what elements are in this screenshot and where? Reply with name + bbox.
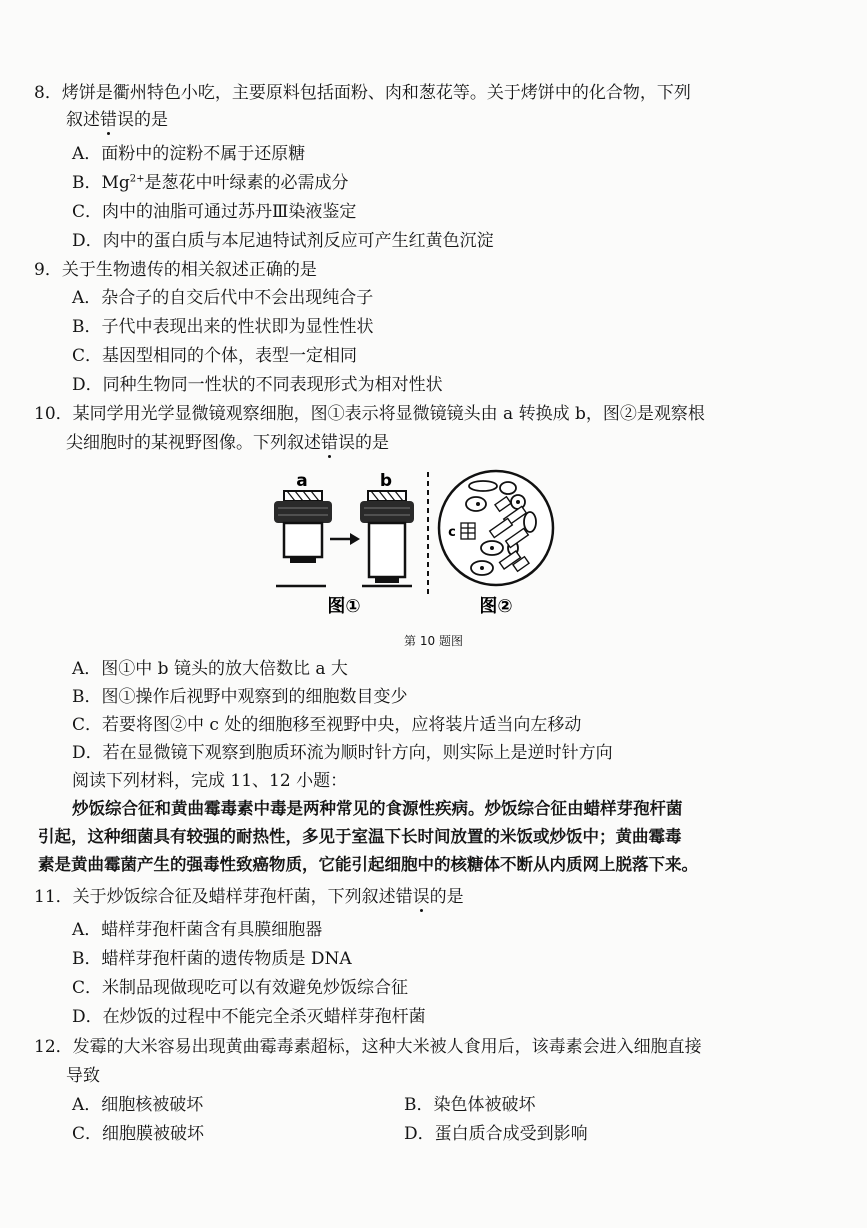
q12-option-a: A．细胞核被破坏: [72, 1095, 204, 1115]
material-paragraph-line1: 炒饭综合征和黄曲霉毒素中毒是两种常见的食源性疾病。炒饭综合征由蜡样芽孢杆菌: [72, 799, 683, 818]
q11-stem-text: 11．关于炒饭综合征及蜡样芽孢杆菌，下列叙述: [34, 887, 396, 907]
q8-option-b-text: 是葱花中叶绿素的必需成分: [144, 173, 349, 193]
q9-option-d: D．同种生物同一性状的不同表现形式为相对性状: [72, 375, 443, 395]
q8-option-a: A．面粉中的淀粉不属于还原糖: [72, 144, 306, 164]
q10-stem-line1: 10．某同学用光学显微镜观察细胞，图①表示将显微镜镜头由 a 转换成 b，图②是观察根: [34, 404, 705, 424]
q11-option-a: A．蜡样芽孢杆菌含有具膜细胞器: [72, 920, 323, 940]
material-paragraph-line3: 素是黄曲霉菌产生的强毒性致癌物质，它能引起细胞中的核糖体不断从内质网上脱落下来。: [38, 855, 698, 874]
q11-option-b: B．蜡样芽孢杆菌的遗传物质是 DNA: [72, 949, 352, 969]
q8-stem-text: 的是: [134, 110, 168, 130]
q8-option-d: D．肉中的蛋白质与本尼迪特试剂反应可产生红黄色沉淀: [72, 231, 494, 251]
objective-lens-a: [274, 491, 332, 563]
arrow-head-icon: [350, 533, 360, 545]
q12-stem-line1: 12．发霉的大米容易出现黄曲霉毒素超标，这种大米被人食用后，该毒素会进入细胞直接: [34, 1037, 702, 1057]
q10-figure: [268, 464, 568, 624]
q11-stem-text: 的是: [429, 887, 464, 907]
q9-option-b: B．子代中表现出来的性状即为显性性状: [72, 317, 374, 337]
material-intro: 阅读下列材料，完成 11、12 小题：: [72, 771, 348, 791]
figure-caption: 第 10 题图: [404, 634, 463, 648]
objective-lens-b: [360, 491, 414, 583]
q9-option-c: C．基因型相同的个体，表型一定相同: [72, 346, 358, 366]
emphasis-text: 错: [395, 887, 413, 907]
emphasis-text: 误: [117, 110, 134, 130]
q10-option-b: B．图①操作后视野中观察到的细胞数目变少: [72, 687, 408, 707]
q10-stem-line2: [66, 430, 389, 456]
q10-option-a: A．图①中 b 镜头的放大倍数比 a 大: [72, 659, 348, 679]
q10-stem-text: 尖细胞时的某视野图像。下列叙述: [66, 433, 321, 453]
q8-option-c: C．肉中的油脂可通过苏丹Ⅲ染液鉴定: [72, 202, 357, 222]
q8-stem-line1: 8．烤饼是衢州特色小吃，主要原料包括面粉、肉和葱花等。关于烤饼中的化合物，下列: [34, 83, 691, 103]
label-a: a: [296, 471, 308, 491]
emphasis-char: 误: [412, 887, 430, 907]
q12-option-c: C．细胞膜被破坏: [72, 1124, 205, 1144]
q9-option-a: A．杂合子的自交后代中不会出现纯合子: [72, 288, 374, 308]
q8-stem-text: 叙述: [66, 110, 100, 130]
emphasis-char: 错: [321, 433, 338, 453]
q10-stem-text: 的是: [355, 433, 389, 453]
label-c: c: [448, 525, 456, 540]
q12-stem-line2: 导致: [66, 1066, 100, 1086]
label-b: b: [379, 471, 393, 491]
q8-stem-line2: [66, 107, 168, 133]
q9-stem: 9．关于生物遗传的相关叙述正确的是: [34, 260, 317, 280]
q8-option-b: [72, 170, 349, 196]
fig1-caption: 图①: [327, 596, 361, 617]
fig2-caption: 图②: [479, 596, 513, 617]
emphasis-char: 错: [100, 110, 117, 130]
superscript: 2+: [129, 173, 145, 185]
field-of-view: [439, 471, 553, 585]
q11-option-d: D．在炒饭的过程中不能完全杀灭蜡样芽孢杆菌: [72, 1007, 426, 1027]
q12-option-d: D．蛋白质合成受到影响: [404, 1124, 588, 1144]
q12-option-b: B．染色体被破坏: [404, 1095, 536, 1115]
q8-option-b-text: B．Mg: [72, 173, 130, 193]
q11-stem: [34, 884, 464, 910]
q10-option-d: D．若在显微镜下观察到胞质环流为顺时针方向，则实际上是逆时针方向: [72, 743, 613, 763]
q10-option-c: C．若要将图②中 c 处的细胞移至视野中央，应将装片适当向左移动: [72, 715, 582, 735]
q11-option-c: C．米制品现做现吃可以有效避免炒饭综合征: [72, 978, 409, 998]
material-paragraph-line2: 引起，这种细菌具有较强的耐热性，多见于室温下长时间放置的米饭或炒饭中；黄曲霉毒: [38, 827, 682, 846]
emphasis-text: 误: [338, 433, 355, 453]
